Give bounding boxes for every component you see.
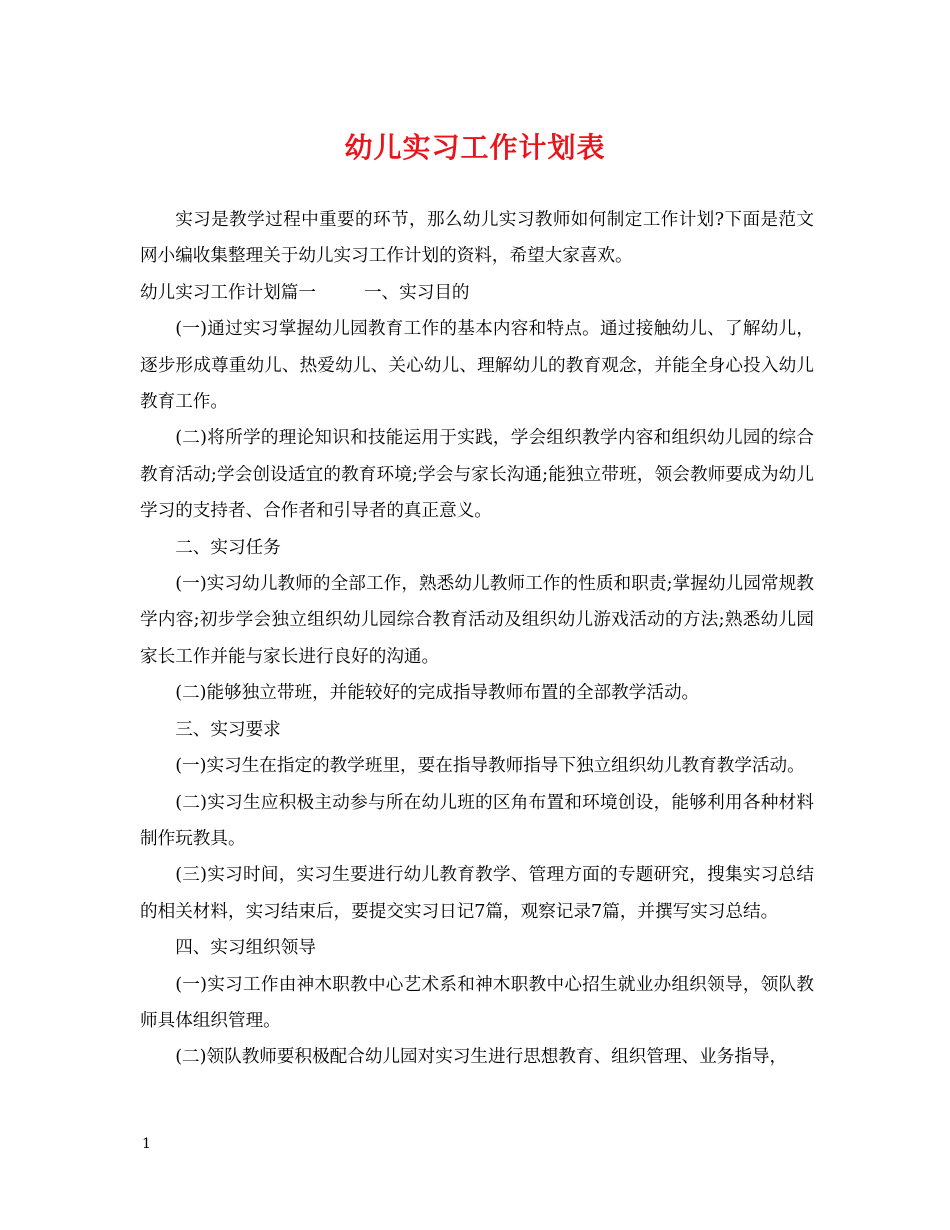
paragraph-requirement-2: (二)实习生应积极主动参与所在幼儿班的区角布置和环境创设，能够利用各种材料制作玩教具。 [140, 792, 814, 849]
document-body [140, 202, 814, 1076]
paragraph-requirement-1: (一)实习生在指定的教学班里，要在指导教师指导下独立组织幼儿教育教学活动。 [175, 756, 805, 777]
heading-tasks: 二、实习任务 [175, 537, 281, 558]
paragraph-organization-2: (二)领队教师要积极配合幼儿园对实习生进行思想教育、组织管理、业务指导， [175, 1047, 788, 1068]
paragraph-requirement-3: (三)实习时间，实习生要进行幼儿教育教学、管理方面的专题研究，搜集实习总结的相关材料，实习结束后，要提交实习日记7篇，观察记录7篇，并撰写实习总结。 [140, 865, 814, 922]
section-heading-line [140, 275, 814, 311]
paragraph-task-2: (二)能够独立带班，并能较好的完成指导教师布置的全部教学活动。 [175, 683, 700, 704]
document-title: 幼儿实习工作计划表 [344, 131, 606, 164]
paragraph-organization-1: (一)实习工作由神木职教中心艺术系和神木职教中心招生就业办组织领导，领队教师具体组织管理。 [140, 974, 814, 1031]
section-item-label: 一、实习目的 [363, 282, 470, 303]
page-number: 1 [142, 1136, 151, 1152]
paragraph-task-1: (一)实习幼儿教师的全部工作，熟悉幼儿教师工作的性质和职责;掌握幼儿园常规教学内容;初步学会独立组织幼儿园综合教育活动及组织幼儿游戏活动的方法;熟悉幼儿园家长工作并能与家长进行良好的沟通。 [140, 574, 814, 667]
heading-requirements: 三、实习要求 [175, 719, 281, 740]
paragraph-goal-1: (一)通过实习掌握幼儿园教育工作的基本内容和特点。通过接触幼儿、了解幼儿，逐步形成尊重幼儿、热爱幼儿、关心幼儿、理解幼儿的教育观念，并能全身心投入幼儿教育工作。 [140, 319, 814, 413]
heading-organization: 四、实习组织领导 [175, 938, 316, 959]
intro-paragraph: 实习是教学过程中重要的环节，那么幼儿实习教师如何制定工作计划?下面是范文网小编收集整理关于幼儿实习工作计划的资料，希望大家喜欢。 [140, 210, 814, 267]
paragraph-goal-2: (二)将所学的理论知识和技能运用于实践，学会组织教学内容和组织幼儿园的综合教育活动;学会创设适宜的教育环境;学会与家长沟通;能独立带班，领会教师要成为幼儿学习的支持者、合作者和引导者的真正意义。 [140, 428, 814, 522]
section-part-label: 幼儿实习工作计划篇一 [140, 282, 316, 303]
